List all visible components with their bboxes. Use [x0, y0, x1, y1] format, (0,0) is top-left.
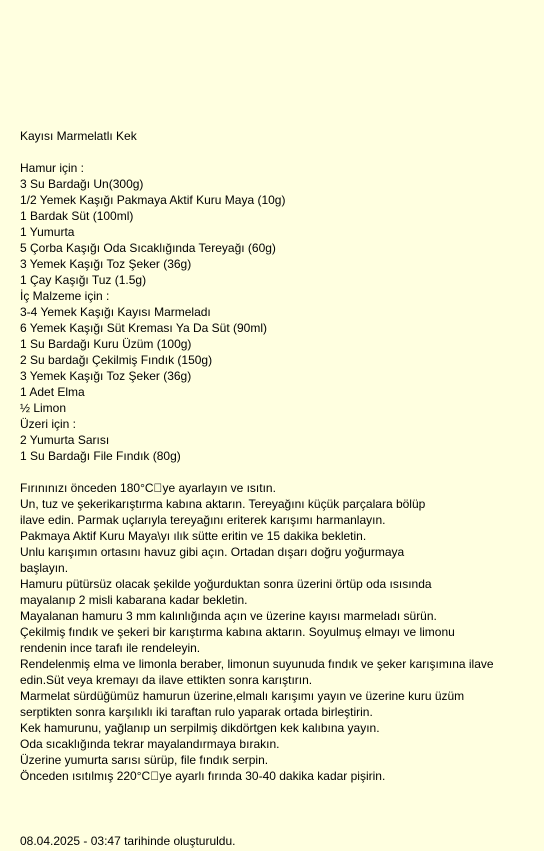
instruction-step: Pakmaya Aktif Kuru Maya\yı ılık sütte eritin ve 15 dakika bekletin.	[20, 529, 367, 543]
instruction-step: Çekilmiş fındık ve şekeri bir karıştırma kabına aktarın. Soyulmuş elmayı ve limonu rendenin ince tarafı ile rendeleyin.	[20, 625, 455, 655]
ingredients-list	[20, 160, 520, 464]
instructions-list	[20, 480, 520, 784]
ingredient-line: 3 Yemek Kaşığı Toz Şeker (36g)	[20, 369, 192, 383]
instruction-step: Hamuru pütürsüz olacak şekilde yoğurduktan sonra üzerini örtüp oda ısısında mayalanıp 2 misli kabarana kadar bekletin.	[20, 577, 432, 607]
ingredient-line: Hamur için :	[20, 161, 85, 175]
ingredient-line: 1/2 Yemek Kaşığı Pakmaya Aktif Kuru Maya (10g)	[20, 193, 286, 207]
instruction-step: Oda sıcaklığında tekrar mayalandırmaya bırakın.	[20, 737, 280, 751]
ingredient-line: 3 Yemek Kaşığı Toz Şeker (36g)	[20, 257, 192, 271]
ingredient-line: 1 Adet Elma	[20, 385, 85, 399]
ingredient-line: Üzeri için :	[20, 417, 77, 431]
ingredient-line: 1 Çay Kaşığı Tuz (1.5g)	[20, 273, 147, 287]
instruction-step: Fırınınızı önceden 180°C ye ayarlayın ve ısıtın.	[20, 481, 276, 495]
ingredient-line: 1 Su Bardağı Kuru Üzüm (100g)	[20, 337, 192, 351]
instruction-step: Rendelenmiş elma ve limonla beraber, limonun suyunuda fındık ve şeker karışımına ilave edin.Süt veya kremayı da ilave ettikten sonra karıştırın.	[20, 657, 494, 687]
ingredient-line: 2 Yumurta Sarısı	[20, 433, 110, 447]
section-spacer	[20, 464, 520, 480]
ingredient-line: ½ Limon	[20, 401, 67, 415]
recipe-title: Kayısı Marmelatlı Kek	[20, 129, 137, 143]
ingredient-line: 1 Bardak Süt (100ml)	[20, 209, 134, 223]
ingredient-line: İç Malzeme için :	[20, 289, 110, 303]
instruction-step: Üzerine yumurta sarısı sürüp, file fındık serpin.	[20, 753, 269, 767]
ingredient-line: 1 Su Bardağı File Fındık (80g)	[20, 449, 181, 463]
instruction-step: Mayalanan hamuru 3 mm kalınlığında açın ve üzerine kayısı marmeladı sürün.	[20, 609, 437, 623]
instruction-step: Marmelat sürdüğümüz hamurun üzerine,elmalı karışımı yayın ve üzerine kuru üzüm serptikten sonra karşılıklı iki taraftan rulo yaparak ortada birleştirin.	[20, 689, 465, 719]
instruction-step: Kek hamurunu, yağlanıp un serpilmiş dikdörtgen kek kalıbına yayın.	[20, 721, 380, 735]
instruction-step: Önceden ısıtılmış 220°C ye ayarlı fırında 30-40 dakika kadar pişirin.	[20, 769, 386, 783]
ingredient-line: 3 Su Bardağı Un(300g)	[20, 177, 144, 191]
ingredient-line: 2 Su bardağı Çekilmiş Fındık (150g)	[20, 353, 213, 367]
instruction-step: Un, tuz ve şekerikarıştırma kabına aktarın. Tereyağını küçük parçalara bölüp ilave edin. Parmak uçlarıyla tereyağını eriterek karışımı harmanlayın.	[20, 497, 426, 527]
ingredient-line: 3-4 Yemek Kaşığı Kayısı Marmeladı	[20, 305, 211, 319]
ingredient-line: 5 Çorba Kaşığı Oda Sıcaklığında Tereyağı (60g)	[20, 241, 276, 255]
ingredient-line: 6 Yemek Kaşığı Süt Kreması Ya Da Süt (90ml)	[20, 321, 268, 335]
created-timestamp: 08.04.2025 - 03:47 tarihinde oluşturuldu.	[20, 834, 236, 848]
ingredient-line: 1 Yumurta	[20, 225, 75, 239]
recipe-document	[20, 128, 520, 784]
instruction-step: Unlu karışımın ortasını havuz gibi açın. Ortadan dışarı doğru yoğurmaya başlayın.	[20, 545, 405, 575]
